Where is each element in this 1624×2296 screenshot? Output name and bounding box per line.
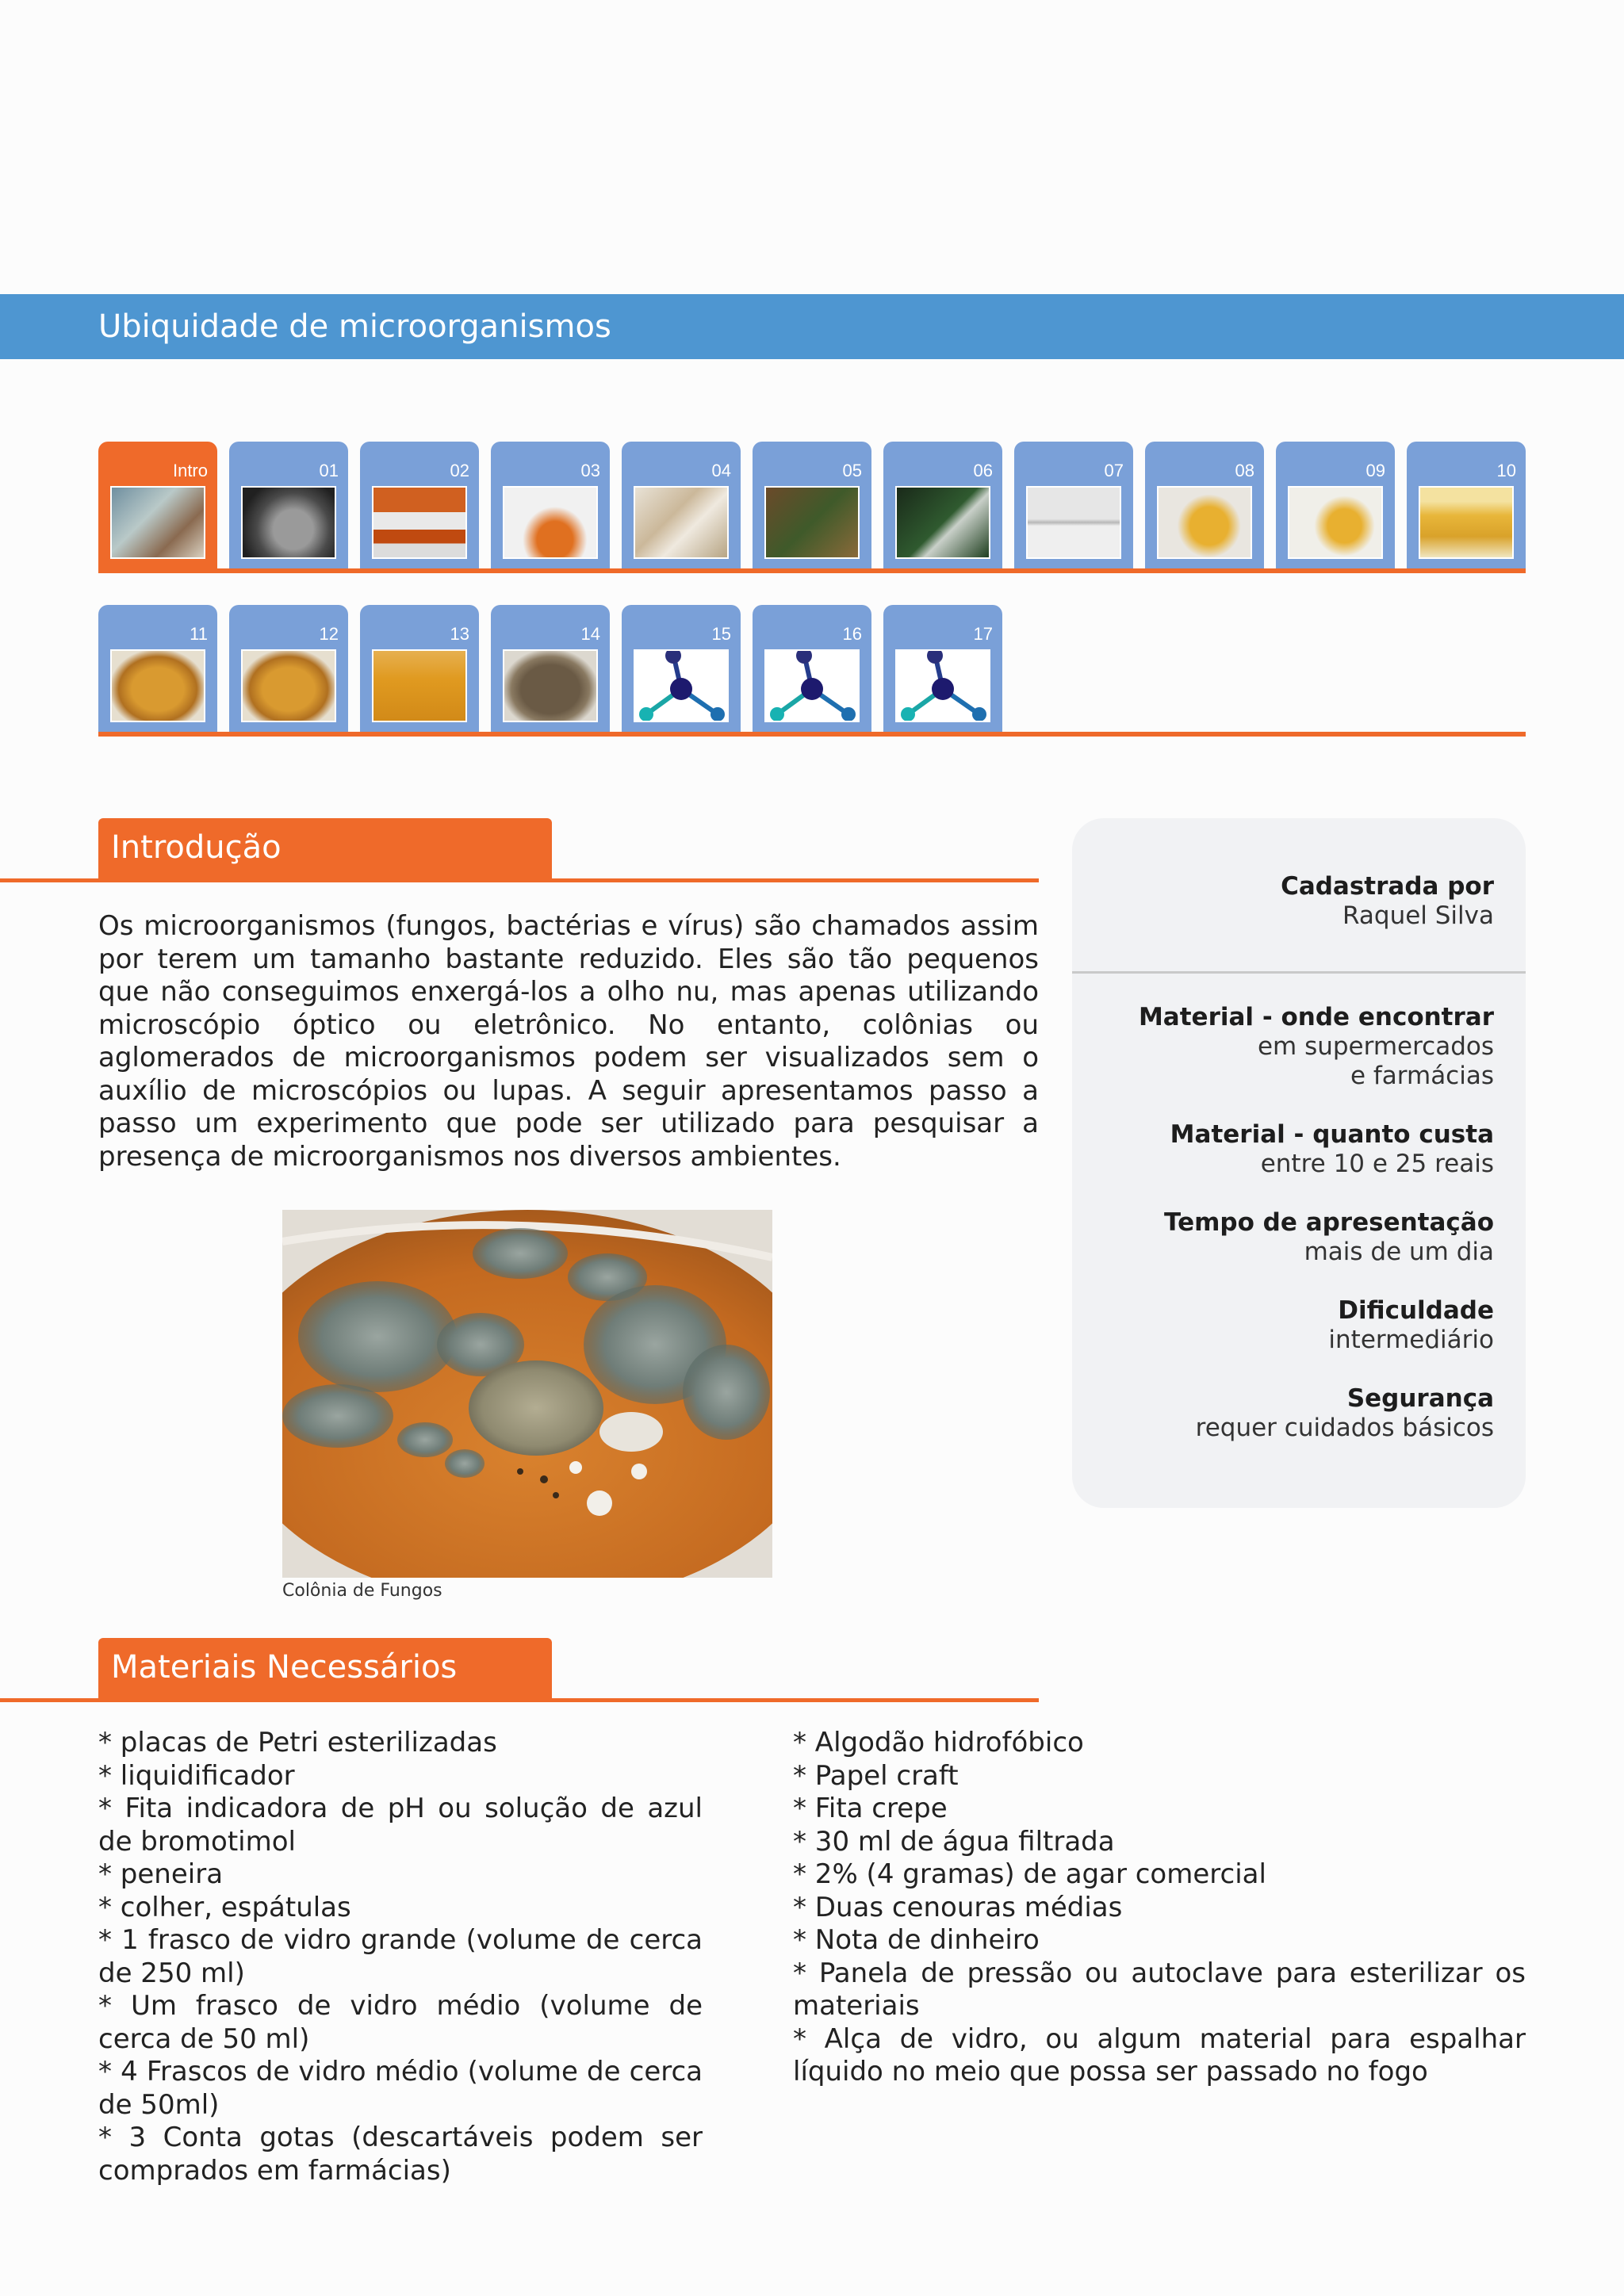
tab-label: 07: [1104, 461, 1124, 480]
tab-step-03[interactable]: [491, 442, 610, 568]
tab-label: 08: [1235, 461, 1254, 480]
intro-heading-box: [98, 818, 552, 878]
thumbnail: [241, 649, 336, 722]
list-item: * Fita indicadora de pH ou solução de azul de bromotimol: [98, 1793, 703, 1858]
list-item: * 2% (4 gramas) de agar comercial: [793, 1858, 1266, 1890]
list-item: * Nota de dinheiro: [793, 1924, 1040, 1956]
steps-row-1: [98, 442, 1526, 576]
tab-label: 12: [319, 624, 339, 644]
tab-step-01[interactable]: [229, 442, 348, 568]
list-item: * 4 Frascos de vidro médio (volume de cerca de 50ml): [98, 2056, 703, 2121]
safety-label: Segurança: [1346, 1384, 1494, 1413]
tab-label: 14: [580, 624, 600, 644]
page-title: Ubiquidade de microorganismos: [98, 308, 611, 345]
tabs-divider: [98, 732, 1526, 737]
tab-step-07[interactable]: [1014, 442, 1133, 568]
tab-label: 13: [450, 624, 469, 644]
intro-heading-rule: [0, 878, 1039, 882]
tab-step-09[interactable]: [1276, 442, 1395, 568]
thumbnail: [1419, 486, 1514, 559]
info-divider: [1072, 971, 1526, 974]
where-value-2: e farmácias: [1350, 1062, 1494, 1090]
time-label: Tempo de apresentação: [1164, 1208, 1494, 1237]
list-item: * 30 ml de água filtrada: [793, 1825, 1115, 1858]
thumbnail: [372, 649, 467, 722]
molecule-icon: [895, 649, 990, 722]
list-item: * liquidificador: [98, 1759, 295, 1792]
list-item: * Um frasco de vidro médio (volume de cerca de 50 ml): [98, 1990, 703, 2055]
thumbnail: [503, 649, 598, 722]
difficulty-label: Dificuldade: [1338, 1296, 1494, 1325]
tab-step-17[interactable]: [883, 605, 1002, 732]
materials-heading-rule: [0, 1698, 1039, 1702]
material-cost: [1170, 1120, 1494, 1179]
cost-value: entre 10 e 25 reais: [1260, 1150, 1494, 1178]
tab-step-14[interactable]: [491, 605, 610, 732]
thumbnail: [372, 486, 467, 559]
steps-row-2: [98, 605, 1526, 740]
tab-label: 03: [580, 461, 600, 480]
intro-heading: Introdução: [111, 829, 282, 866]
presentation-time: [1164, 1208, 1494, 1267]
thumbnail: [110, 486, 205, 559]
difficulty: [1328, 1296, 1494, 1355]
fungi-colony-photo: [282, 1210, 772, 1578]
thumbnail: [503, 486, 598, 559]
registered-by-value: Raquel Silva: [1342, 901, 1494, 930]
thumbnail: [1026, 486, 1121, 559]
thumbnail: [1288, 486, 1383, 559]
thumbnail: [110, 649, 205, 722]
tab-label: 01: [319, 461, 339, 480]
difficulty-value: intermediário: [1328, 1326, 1494, 1354]
tab-label: 09: [1365, 461, 1385, 480]
molecule-icon: [764, 649, 860, 722]
tab-step-11[interactable]: [98, 605, 217, 732]
tab-step-15[interactable]: [622, 605, 741, 732]
safety-value: requer cuidados básicos: [1195, 1414, 1494, 1442]
list-item: * peneira: [98, 1858, 224, 1890]
tab-step-13[interactable]: [360, 605, 479, 732]
info-panel: [1072, 818, 1526, 1508]
safety: [1196, 1384, 1494, 1443]
where-to-find: [1139, 1003, 1494, 1091]
materials-section-header: [0, 1638, 1039, 1701]
tab-step-16[interactable]: [753, 605, 871, 732]
list-item: * Papel craft: [793, 1759, 959, 1792]
photo-caption: Colônia de Fungos: [282, 1581, 442, 1601]
tab-label: 15: [711, 624, 731, 644]
list-item: * 1 frasco de vidro grande (volume de cerca de 250 ml): [98, 1924, 703, 1989]
tab-label: 06: [973, 461, 993, 480]
list-item: * Alça de vidro, ou algum material para espalhar líquido no meio que possa ser passado no fogo: [793, 2022, 1526, 2087]
intro-paragraph: Os microorganismos (fungos, bactérias e vírus) são chamados assim por terem um tamanho bastante reduzido. Eles são tão pequenos que não conseguimos enxergá-los a olho nu, mas apenas utilizando microscópio óptico ou eletrônico. No entanto, colônias ou aglomerados de microorganismos podem ser visualizados sem o auxílio de microscópios ou lupas. A seguir apresentamos passo a passo um experimento que pode ser utilizado para pesquisar a presença de microorganismos nos diversos ambientes.: [98, 910, 1039, 1173]
tab-label: 04: [711, 461, 731, 480]
thumbnail: [764, 486, 860, 559]
tabs-divider: [98, 568, 1526, 573]
registered-by: [1281, 872, 1494, 931]
tab-label: 10: [1496, 461, 1516, 480]
tab-step-06[interactable]: [883, 442, 1002, 568]
list-item: * Duas cenouras médias: [793, 1891, 1123, 1923]
where-value-1: em supermercados: [1257, 1032, 1494, 1061]
materials-list-left: [98, 1727, 703, 2187]
materials-heading-box: [98, 1638, 552, 1698]
list-item: * Fita crepe: [793, 1793, 948, 1824]
molecule-icon: [634, 649, 729, 722]
cost-label: Material - quanto custa: [1170, 1120, 1494, 1149]
thumbnail: [895, 486, 990, 559]
title-bar: [0, 294, 1624, 359]
materials-list-right: [793, 1727, 1526, 2089]
tab-step-08[interactable]: [1145, 442, 1264, 568]
tab-step-10[interactable]: [1407, 442, 1526, 568]
time-value: mais de um dia: [1304, 1238, 1494, 1266]
thumbnail: [634, 486, 729, 559]
list-item: * placas de Petri esterilizadas: [98, 1727, 497, 1758]
tab-label: 11: [190, 624, 208, 644]
tab-label: Intro: [172, 461, 208, 480]
tab-label: 02: [450, 461, 469, 480]
tab-step-02[interactable]: [360, 442, 479, 568]
intro-section-header: [0, 818, 1039, 882]
tab-label: 17: [973, 624, 993, 644]
tab-step-12[interactable]: [229, 605, 348, 732]
tab-step-04[interactable]: [622, 442, 741, 568]
tab-step-05[interactable]: [753, 442, 871, 568]
registered-by-label: Cadastrada por: [1281, 872, 1494, 901]
tab-label: 16: [842, 624, 862, 644]
list-item: * Algodão hidrofóbico: [793, 1727, 1084, 1758]
thumbnail: [241, 486, 336, 559]
where-label: Material - onde encontrar: [1138, 1003, 1494, 1031]
list-item: * colher, espátulas: [98, 1891, 351, 1923]
list-item: * 3 Conta gotas (descartáveis podem ser comprados em farmácias): [98, 2122, 703, 2187]
list-item: * Panela de pressão ou autoclave para esterilizar os materiais: [793, 1957, 1526, 2022]
thumbnail: [1157, 486, 1252, 559]
tab-intro[interactable]: [98, 442, 217, 568]
materials-heading: Materiais Necessários: [111, 1649, 458, 1686]
tab-label: 05: [842, 461, 862, 480]
